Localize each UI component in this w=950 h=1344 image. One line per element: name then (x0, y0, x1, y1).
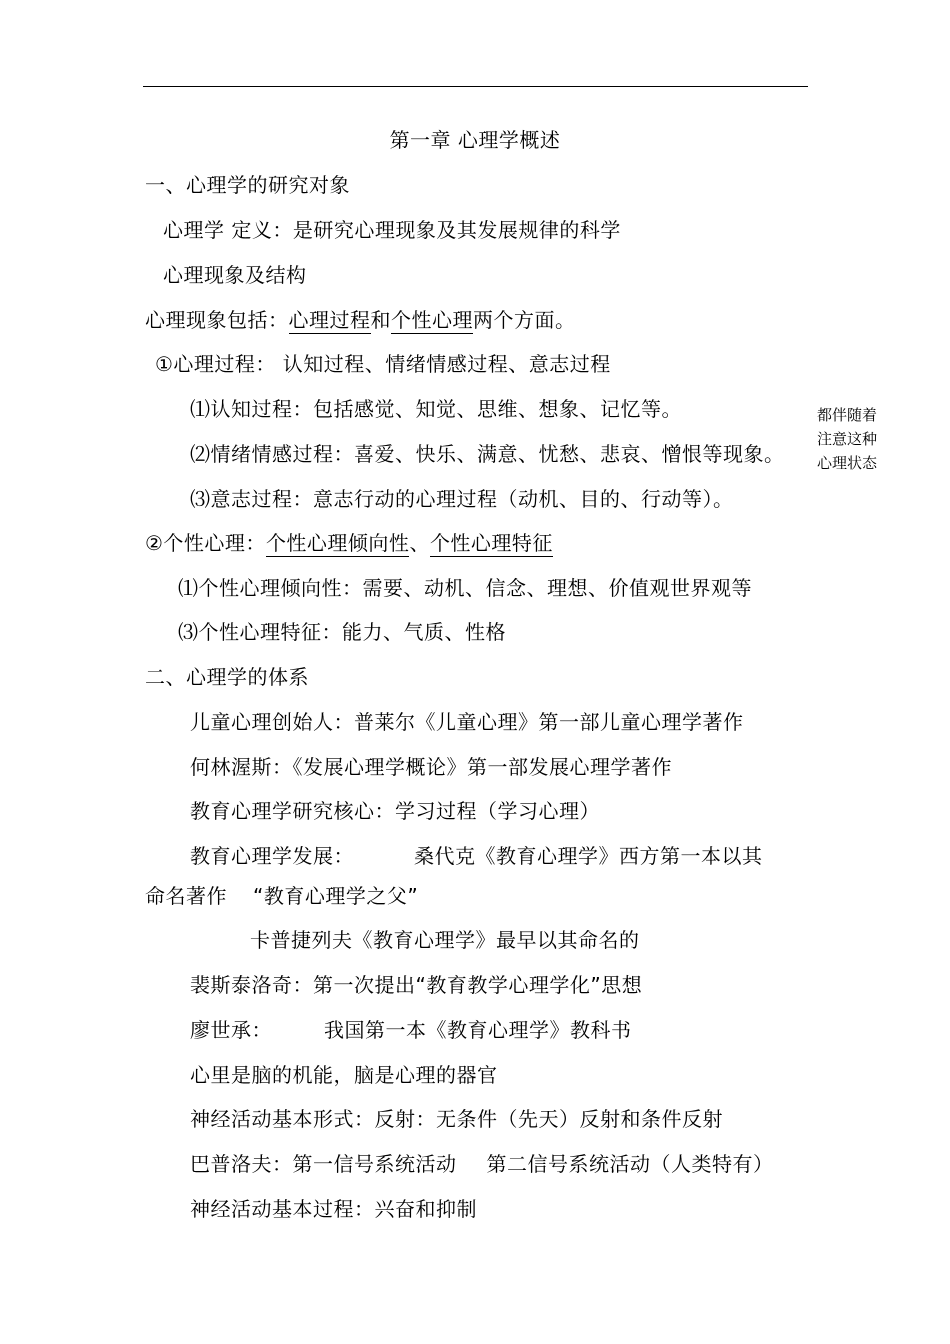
margin-note-line: 都伴随着 (817, 406, 878, 424)
tendency-line: ⑴个性心理倾向性：需要、动机、信念、理想、价值观世界观等 (178, 576, 752, 600)
text-segment: 巴普洛夫：第一信号系统活动 (190, 1152, 457, 1176)
phenomena-includes-line (145, 306, 576, 334)
text-segment: 桑代克《教育心理学》西方第一本以其 (414, 844, 763, 868)
naming-line (145, 882, 418, 910)
underlined-term: 个性心理特征 (429, 531, 553, 555)
edu-psych-development-line (190, 842, 763, 870)
process-line: ①心理过程： 认知过程、情绪情感过程、意志过程 (155, 352, 611, 376)
text-segment: “教育心理学之父” (253, 884, 419, 908)
margin-note-line: 注意这种 (817, 430, 878, 448)
emotion-line: ⑵情绪情感过程：喜爱、快乐、满意、忧愁、悲哀、憎恨等现象。 (190, 442, 785, 466)
traits-line: ⑶个性心理特征：能力、气质、性格 (178, 620, 506, 644)
text-segment: 两个方面。 (473, 308, 576, 332)
margin-note-line: 心理状态 (817, 454, 878, 472)
chapter-title: 第一章 心理学概述 (389, 128, 561, 152)
research-core-line: 教育心理学研究核心：学习过程（学习心理） (190, 799, 600, 823)
excitation-line: 神经活动基本过程：兴奋和抑制 (190, 1197, 477, 1221)
structure-line: 心理现象及结构 (163, 263, 307, 287)
underlined-term: 心理过程 (288, 308, 371, 332)
personality-line (145, 529, 553, 557)
text-segment: 和 (370, 308, 391, 332)
margin-note (817, 403, 877, 475)
text-segment: 我国第一本《教育心理学》教科书 (324, 1018, 632, 1042)
underlined-term: 个性心理 (391, 308, 473, 332)
text-segment: 心理现象包括： (145, 308, 289, 332)
text-segment: ②个性心理： (145, 531, 266, 555)
development-line: 何林渥斯：《发展心理学概论》第一部发展心理学著作 (190, 755, 672, 779)
definition-line: 心理学 定义：是研究心理现象及其发展规律的科学 (163, 218, 621, 242)
pavlov-line (190, 1150, 774, 1178)
reflex-line: 神经活动基本形式：反射：无条件（先天）反射和条件反射 (190, 1107, 723, 1131)
underlined-term: 个性心理倾向性 (265, 531, 410, 555)
cognition-line: ⑴认知过程：包括感觉、知觉、思维、想象、记忆等。 (190, 397, 682, 421)
liao-line (190, 1016, 632, 1044)
will-line: ⑶意志过程：意志行动的心理过程（动机、目的、行动等）。 (190, 487, 734, 511)
header-rule (143, 86, 808, 87)
pestalozzi-line: 裴斯泰洛奇：第一次提出“教育教学心理学化”思想 (190, 973, 643, 997)
kaptelev-line: 卡普捷列夫《教育心理学》最早以其命名的 (250, 928, 640, 952)
section-heading-2: 二、心理学的体系 (145, 665, 309, 689)
child-psychology-line: 儿童心理创始人：普莱尔《儿童心理》第一部儿童心理学著作 (190, 710, 744, 734)
text-segment: 命名著作 (145, 884, 227, 908)
text-segment: 廖世承： (190, 1018, 272, 1042)
text-segment: 教育心理学发展： (190, 844, 354, 868)
text-segment: 、 (409, 531, 430, 555)
brain-function-line: 心里是脑的机能，脑是心理的器官 (190, 1063, 498, 1087)
text-segment: 第二信号系统活动（人类特有） (486, 1152, 774, 1176)
section-heading-1: 一、心理学的研究对象 (145, 173, 350, 197)
